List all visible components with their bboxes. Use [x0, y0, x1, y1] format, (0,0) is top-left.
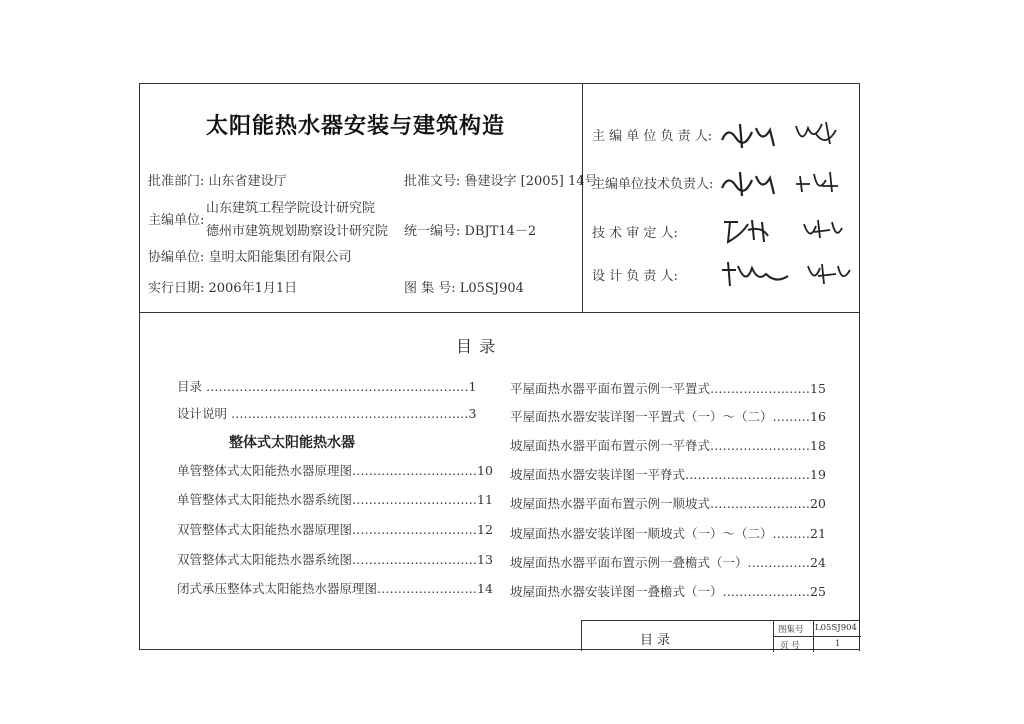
- title-block-divider: [774, 636, 861, 637]
- co-editing-unit: 协编单位: 皇明太阳能集团有限公司: [148, 250, 352, 265]
- page-no-label: 页 号: [780, 641, 800, 651]
- toc-item: 单管整体式太阳能热水器系统图…………………………11: [177, 492, 493, 507]
- page-no-value: 1: [835, 639, 841, 649]
- design-lead-label: 设 计 负 责 人:: [592, 269, 678, 284]
- toc-item: 坡屋面热水器安装详图一顺坡式（一）～（二）………21: [510, 526, 826, 541]
- chief-unit-head-label: 主 编 单 位 负 责 人:: [592, 129, 713, 144]
- header-divider: [582, 84, 583, 312]
- approval-department: 批准部门: 山东省建设厅: [148, 174, 287, 189]
- toc-item: 坡屋面热水器安装详图一平脊式…………………………19: [510, 467, 826, 482]
- effective-date: 实行日期: 2006年1月1日: [148, 281, 298, 296]
- title-block-name: 目 录: [640, 633, 671, 648]
- chief-unit-label: 主编单位:: [148, 213, 205, 228]
- signature-3: [718, 212, 848, 248]
- header-block: [140, 84, 859, 313]
- toc-item: 坡屋面热水器平面布置示例一叠檐式（一）……………24: [510, 555, 826, 570]
- signature-1: [718, 118, 848, 154]
- toc-item: 闭式承压整体式太阳能热水器原理图……………………14: [177, 581, 493, 596]
- atlas-no-label: 图集号: [778, 625, 804, 635]
- toc-item: 设计说明 …………………………………………………3: [177, 406, 477, 421]
- toc-item: 坡屋面热水器安装详图一叠檐式（一）…………………25: [510, 584, 826, 599]
- signature-4: [718, 256, 858, 292]
- title-block: [581, 620, 860, 651]
- title-block-name-cell: [582, 621, 774, 652]
- unified-number: 统一编号: DBJT14－2: [404, 224, 537, 239]
- atlas-no-value: L05SJ904: [815, 623, 857, 633]
- toc-item: 双管整体式太阳能热水器系统图…………………………13: [177, 552, 493, 567]
- technical-reviewer-label: 技 术 审 定 人:: [592, 226, 678, 241]
- drawing-frame: [139, 83, 860, 650]
- chief-unit-1: 山东建筑工程学院设计研究院: [206, 201, 376, 216]
- toc-item: 单管整体式太阳能热水器原理图…………………………10: [177, 463, 493, 478]
- toc-item: 目录 ………………………………………………………1: [177, 379, 477, 394]
- chief-unit-2: 德州市建筑规划勘察设计研究院: [206, 224, 389, 239]
- signature-2: [718, 166, 848, 202]
- toc-title: 目 录: [456, 337, 497, 356]
- atlas-number: 图 集 号: L05SJ904: [404, 281, 524, 296]
- toc-item: 双管整体式太阳能热水器原理图…………………………12: [177, 522, 493, 537]
- toc-item: 平屋面热水器安装详图一平置式（一）～（二）………16: [510, 409, 826, 424]
- atlas-title: 太阳能热水器安装与建筑构造: [206, 113, 506, 139]
- chief-unit-tech-head-label: 主编单位技术负责人:: [592, 177, 714, 192]
- toc-item: 平屋面热水器平面布置示例一平置式……………………15: [510, 381, 826, 396]
- approval-number: 批准文号: 鲁建设字 [2005] 14号: [404, 174, 598, 189]
- toc-item: 坡屋面热水器平面布置示例一平脊式……………………18: [510, 438, 826, 453]
- toc-item: 坡屋面热水器平面布置示例一顺坡式……………………20: [510, 496, 826, 511]
- toc-section-heading: 整体式太阳能热水器: [229, 435, 355, 451]
